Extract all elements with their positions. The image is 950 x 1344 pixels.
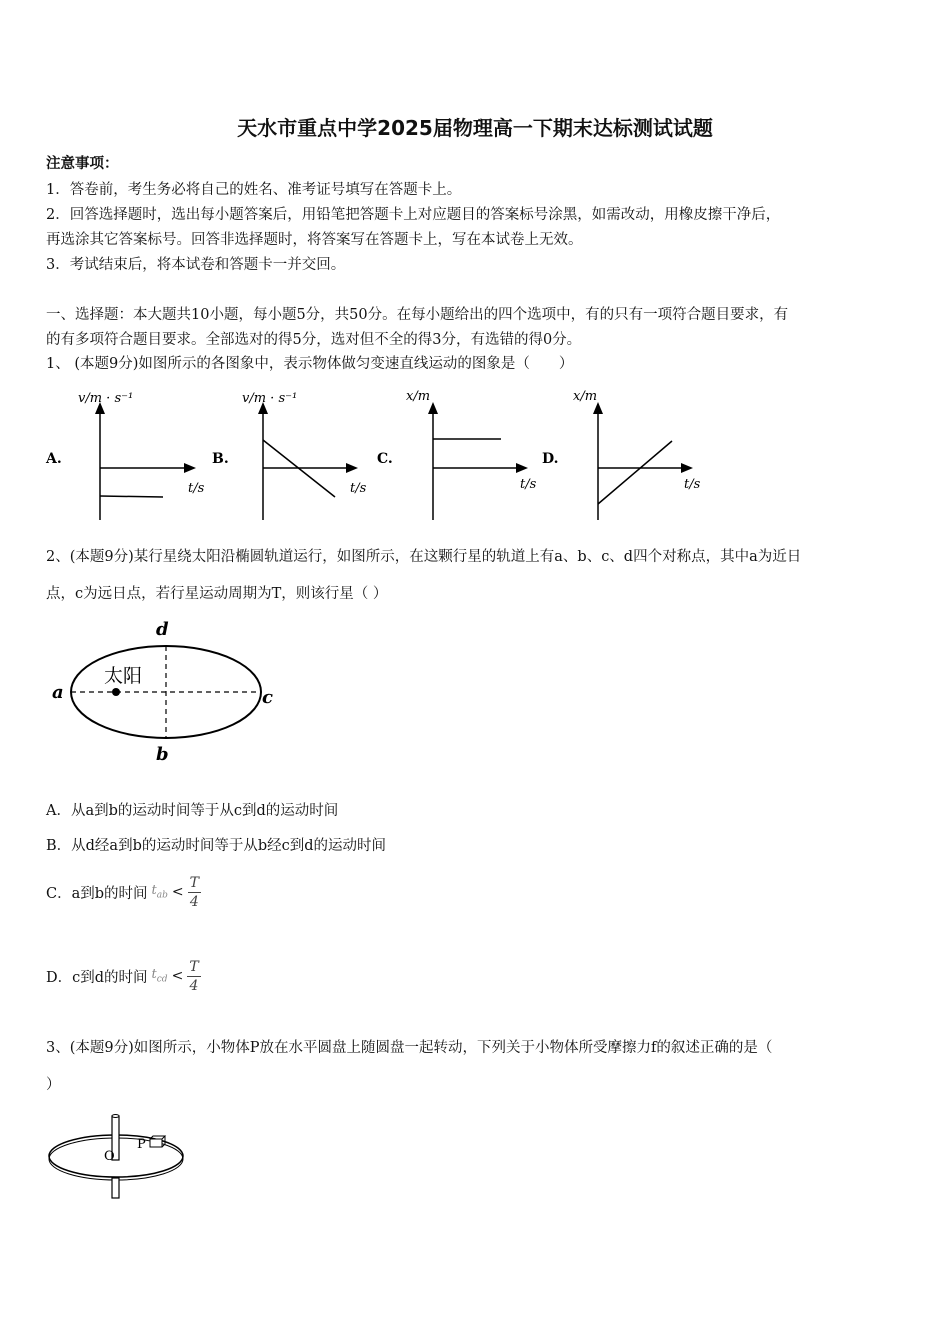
question-2-option-d (46, 954, 201, 998)
fraction-numerator: T (189, 874, 199, 891)
graph-x-label: t/s (188, 481, 205, 496)
formula-subscript: ab (156, 890, 168, 901)
page-title: 天水市重点中学2025届物理高一下期末达标测试试题 (237, 116, 713, 140)
formula-t: t (151, 967, 157, 983)
option-c-text: C．a到b的时间 (46, 885, 148, 902)
fraction-numerator: T (189, 958, 199, 975)
fraction-denominator: 4 (189, 893, 199, 910)
fraction-denominator: 4 (189, 977, 199, 994)
disk-center-label: O (104, 1149, 115, 1164)
question-1-graphs (40, 380, 740, 530)
question-3-stem: 3、(本题9分)如图所示，小物体P放在水平圆盘上随圆盘一起转动，下列关于小物体所受摩擦力f的叙述正确的是（ (46, 1040, 773, 1056)
graph-c (377, 389, 537, 520)
graph-y-label: v/m · s⁻¹ (242, 391, 298, 406)
object-p-label: P (137, 1137, 146, 1152)
less-than-sign: < (171, 884, 184, 900)
section-intro: 一、选择题：本大题共10小题，每小题5分，共50分。在每小题给出的四个选项中，有的只有一项符合题目要求，有 (46, 307, 789, 323)
question-2-stem: 2、(本题9分)某行星绕太阳沿椭圆轨道运行，如图所示，在这颗行星的轨道上有a、b、c、d四个对称点，其中a为近日 (46, 549, 802, 565)
orbit-diagram (40, 612, 290, 772)
less-than-sign: < (171, 968, 184, 984)
section-intro: 的有多项符合题目要求。全部选对的得5分，选对但不全的得3分，有选错的得0分。 (46, 332, 582, 348)
question-2-option-a: A．从a到b的运动时间等于从c到d的运动时间 (46, 803, 339, 819)
question-2-option-c (46, 870, 201, 914)
notice-item: 2．回答选择题时，选出每小题答案后，用铅笔把答题卡上对应题目的答案标号涂黑，如需改动，用橡皮擦干净后， (46, 207, 781, 223)
graph-x-label: t/s (520, 477, 537, 492)
graph-y-label: x/m (573, 389, 598, 404)
graph-option-label: B. (212, 451, 229, 467)
formula-subscript: cd (156, 974, 168, 985)
point-label-c: c (262, 687, 273, 708)
point-label-d: d (156, 619, 169, 640)
sun-dot (112, 688, 120, 696)
notice-heading: 注意事项： (46, 155, 119, 172)
notice-item: 再选涂其它答案标号。回答非选择题时，将答案写在答题卡上，写在本试卷上无效。 (46, 232, 583, 248)
point-label-a: a (52, 682, 64, 703)
question-2-option-b: B．从d经a到b的运动时间等于从b经c到d的运动时间 (46, 838, 387, 854)
graph-d (542, 389, 701, 520)
notice-item: 3．考试结束后，将本试卷和答题卡一并交回。 (46, 257, 346, 273)
fraction-t-over-4 (188, 874, 201, 911)
graph-x-label: t/s (350, 481, 367, 496)
notice-item: 1．答卷前，考生务必将自己的姓名、准考证号填写在答题卡上。 (46, 182, 462, 198)
graph-y-label: v/m · s⁻¹ (78, 391, 134, 406)
object-p-box (150, 1139, 162, 1147)
graph-option-label: C. (377, 451, 393, 467)
sun-label: 太阳 (104, 665, 143, 687)
question-1-stem: 1、 (本题9分)如图所示的各图象中，表示物体做匀变速直线运动的图象是（ ） (46, 356, 574, 372)
option-d-text: D．c到d的时间 (46, 969, 148, 986)
question-2-stem: 点，c为远日点，若行星运动周期为T，则该行星（ ） (46, 586, 388, 602)
fraction-t-over-4 (187, 958, 200, 995)
graph-option-label: A. (46, 451, 62, 467)
graph-b (212, 391, 367, 520)
point-label-b: b (156, 744, 169, 765)
graph-x-label: t/s (684, 477, 701, 492)
graph-y-label: x/m (406, 389, 431, 404)
rotating-disk-diagram (40, 1108, 200, 1208)
graph-a (45, 391, 205, 520)
graph-option-label: D. (542, 451, 559, 467)
question-3-stem: ） (46, 1077, 61, 1093)
formula-t: t (151, 883, 157, 899)
